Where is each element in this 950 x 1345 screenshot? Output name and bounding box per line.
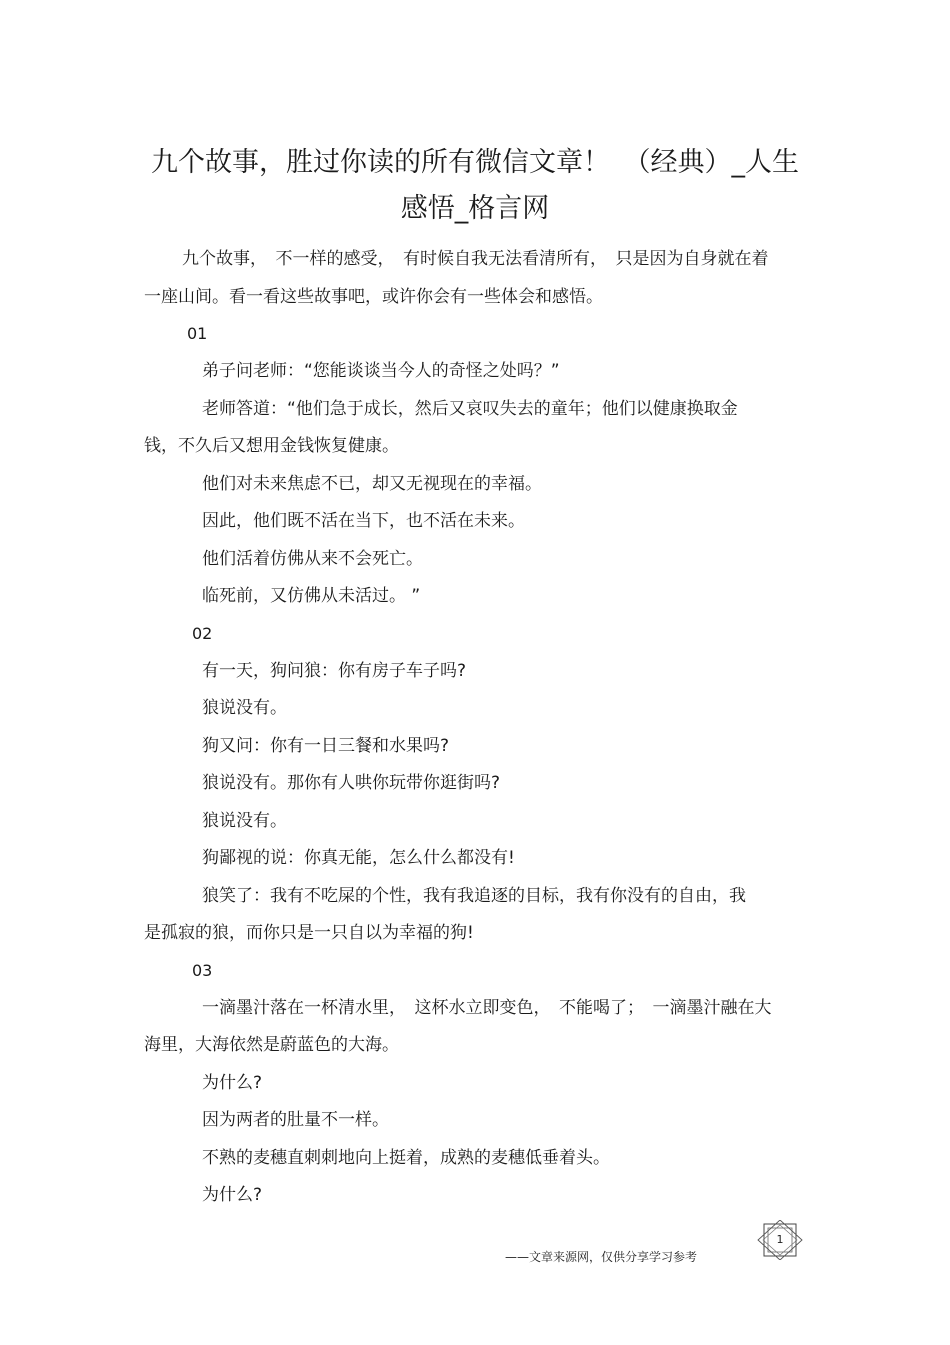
section-number-03: 03 (192, 961, 213, 980)
paragraph: 他们对未来焦虑不已，却又无视现在的幸福。 (202, 474, 542, 494)
paragraph: 狼说没有。 (202, 811, 287, 831)
paragraph: 因此，他们既不活在当下，也不活在未来。 (202, 511, 525, 531)
paragraph: 狗又问：你有一日三餐和水果吗? (202, 736, 450, 756)
paragraph: 弟子问老师：“您能谈谈当今人的奇怪之处吗？” (202, 361, 560, 381)
paragraph: 为什么? (202, 1185, 263, 1205)
footer-source-note: ——文章来源网，仅供分享学习参考 (505, 1250, 698, 1264)
title-line-1: 九个故事，胜过你读的所有微信文章！ （经典）_人生 (151, 147, 799, 178)
paragraph: 狼说没有。 (202, 698, 287, 718)
paragraph: 是孤寂的狼，而你只是一只自以为幸福的狗! (144, 923, 474, 943)
section-number-02: 02 (192, 624, 213, 643)
paragraph: 因为两者的肚量不一样。 (202, 1110, 389, 1130)
paragraph: 海里，大海依然是蔚蓝色的大海。 (144, 1035, 399, 1055)
paragraph: 钱，不久后又想用金钱恢复健康。 (144, 436, 399, 456)
page-number: 1 (776, 1233, 784, 1246)
intro-line-1: 九个故事， 不一样的感受， 有时候自我无法看清所有， 只是因为自身就在着 (182, 249, 769, 269)
paragraph: 一滴墨汁落在一杯清水里， 这杯水立即变色， 不能喝了； 一滴墨汁融在大 (202, 998, 772, 1018)
paragraph: 狼说没有。那你有人哄你玩带你逛街吗? (202, 773, 501, 793)
paragraph: 他们活着仿佛从来不会死亡。 (202, 549, 423, 569)
paragraph: 为什么? (202, 1073, 263, 1093)
paragraph: 狼笑了：我有不吃屎的个性，我有我追逐的目标，我有你没有的自由，我 (202, 886, 746, 906)
paragraph: 老师答道：“他们急于成长，然后又哀叹失去的童年；他们以健康换取金 (202, 399, 738, 419)
paragraph: 狗鄙视的说：你真无能，怎么什么都没有! (202, 848, 515, 868)
document-title (140, 140, 810, 232)
paragraph: 有一天，狗问狼：你有房子车子吗? (202, 661, 467, 681)
intro-line-2: 一座山间。看一看这些故事吧，或许你会有一些体会和感悟。 (144, 287, 603, 307)
section-number-01: 01 (187, 324, 208, 343)
paragraph: 临死前，又仿佛从未活过。 ” (202, 586, 421, 606)
title-line-2: 感悟_格言网 (400, 193, 550, 224)
page-number-badge (756, 1220, 804, 1260)
paragraph: 不熟的麦穗直刺刺地向上挺着，成熟的麦穗低垂着头。 (202, 1148, 610, 1168)
